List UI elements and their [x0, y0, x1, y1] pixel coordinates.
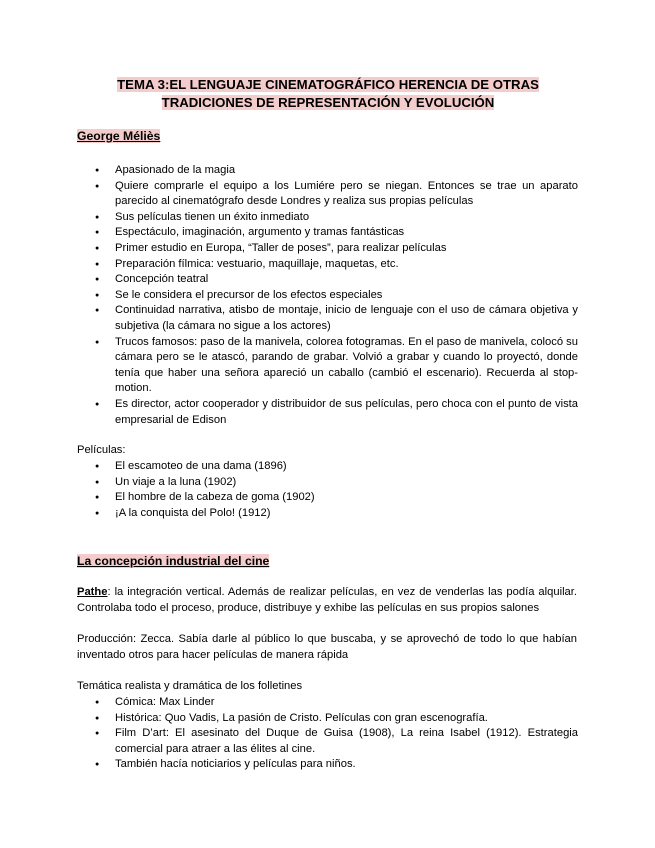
themes-label: Temática realista y dramática de los folletines: [77, 680, 303, 692]
films-label: Películas:: [77, 444, 126, 456]
pathe-label: Pathe: [77, 586, 108, 598]
list-item: ● Quiere comprarle el equipo a los Lumiére pero se niegan. Entonces se trae un aparato parecido al cinematógrafo desde Londres y realiza sus propias películas: [78, 179, 578, 210]
pathe-text: : la integración vertical. Además de realizar películas, en vez de venderlas las podía alquilar. Controlaba todo el proceso, produce, distribuye y exhibe las películas en sus propios salones: [77, 586, 577, 614]
page-title: [78, 76, 578, 112]
list-item: ● Se le considera el precursor de los efectos especiales: [78, 288, 578, 304]
list-item: ● Primer estudio en Europa, “Taller de poses”, para realizar películas: [78, 241, 578, 257]
list-item: ● Concepción teatral: [78, 272, 578, 288]
list-item: ● Cómica: Max Linder: [78, 695, 578, 711]
list-item: ● Espectáculo, imaginación, argumento y tramas fantásticas: [78, 225, 578, 241]
list-item: ● El hombre de la cabeza de goma (1902): [78, 490, 578, 506]
list-item: ● El escamoteo de una dama (1896): [78, 459, 578, 475]
list-item: ● Es director, actor cooperador y distribuidor de sus películas, pero choca con el punto de vista empresarial de Edison: [78, 397, 578, 428]
list-item: ● Un viaje a la luna (1902): [78, 475, 578, 491]
list-item: ● Apasionado de la magia: [78, 163, 578, 179]
list-item: ● Film D’art: El asesinato del Duque de Guisa (1908), La reina Isabel (1912). Estrategia comercial para atraer a las élites al cine.: [78, 726, 578, 757]
industrial-heading: La concepción industrial del cine: [77, 554, 270, 568]
list-item: ● Continuidad narrativa, atisbo de montaje, inicio de lenguaje con el uso de cámara objetiva y subjetiva (la cámara no sigue a los actores): [78, 303, 578, 334]
pathe-paragraph: [77, 585, 577, 616]
list-item: ● Histórica: Quo Vadis, La pasión de Cristo. Películas con gran escenografía.: [78, 711, 578, 727]
production-paragraph: Producción: Zecca. Sabía darle al público lo que buscaba, y se aprovechó de todo lo que habían inventado otros para hacer películas de manera rápida: [77, 633, 577, 661]
melies-bullet-list: [78, 163, 578, 428]
list-item: ● ¡A la conquista del Polo! (1912): [78, 506, 578, 522]
list-item: ● Trucos famosos: paso de la manivela, colorea fotogramas. En el paso de manivela, colocó su cámara pero se le atascó, parando de grabar. Volvió a grabar y cuando lo proyectó, donde tenía que haber una señora apareció un caballo (cambió el escenario). Recuerda al stop-motion.: [78, 335, 578, 397]
title-line-1: TEMA 3:EL LENGUAJE CINEMATOGRÁFICO HERENCIA DE OTRAS: [117, 77, 539, 92]
themes-list: [78, 695, 578, 773]
list-item: ● También hacía noticiarios y películas para niños.: [78, 757, 578, 773]
list-item: ● Sus películas tienen un éxito inmediato: [78, 210, 578, 226]
films-list: [78, 459, 578, 521]
title-line-2: TRADICIONES DE REPRESENTACIÓN Y EVOLUCIÓN: [161, 95, 495, 110]
melies-heading: George Méliès: [77, 129, 161, 143]
list-item: ● Preparación fílmica: vestuario, maquillaje, maquetas, etc.: [78, 257, 578, 273]
